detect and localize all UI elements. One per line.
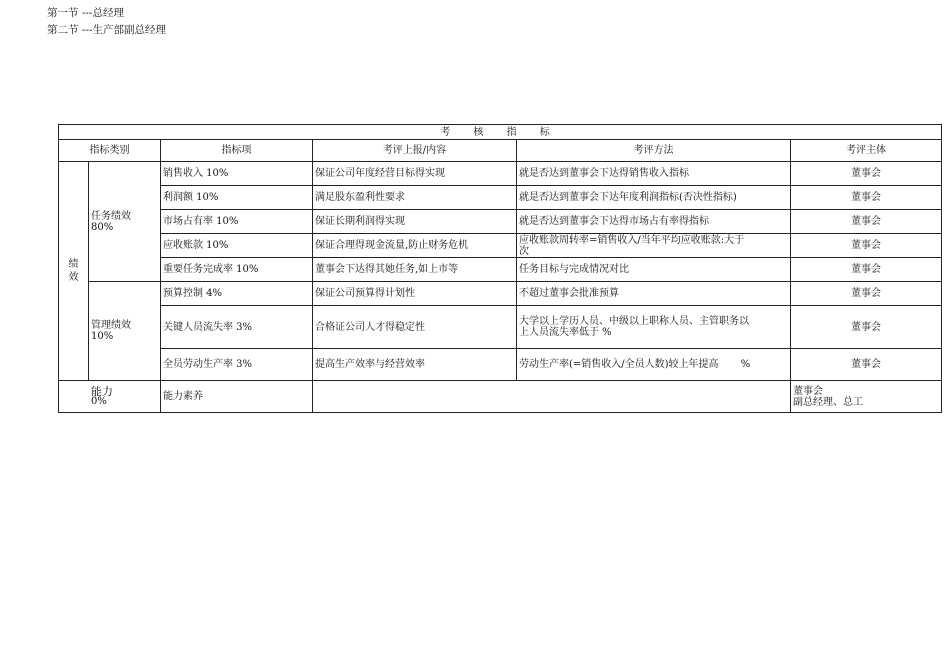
- table-cell-subject: 董事会: [791, 349, 942, 381]
- table-cell-content: 满足股东盈利性要求: [313, 186, 517, 210]
- table-cell-item: 应收账款 10%: [161, 234, 313, 258]
- table-cell-subject: 董事会: [791, 282, 942, 306]
- col-header-category: 指标类别: [59, 140, 161, 162]
- table-cell-item: 预算控制 4%: [161, 282, 313, 306]
- col-header-item: 指标项: [161, 140, 313, 162]
- table-cell-method: 就是否达到董事会下达年度利润指标(否决性指标): [517, 186, 791, 210]
- col-header-content: 考评上报/内容: [313, 140, 517, 162]
- table-cell-method: 劳动生产率(=销售收入/全员人数)较上年提高 %: [517, 349, 791, 381]
- table-cell-method: 就是否达到董事会下达得市场占有率得指标: [517, 210, 791, 234]
- category-management: 管理绩效 10%: [89, 282, 161, 381]
- table-cell-content: 保证合理得现金流量,防止财务危机: [313, 234, 517, 258]
- table-cell-content: 保证长期利润得实现: [313, 210, 517, 234]
- table-cell-content: 董事会下达得其她任务,如上市等: [313, 258, 517, 282]
- table-cell-content: 保证公司预算得计划性: [313, 282, 517, 306]
- table-cell-subject: 董事会: [791, 210, 942, 234]
- table-cell-item: 重要任务完成率 10%: [161, 258, 313, 282]
- table-cell-subject: 董事会: [791, 258, 942, 282]
- table-cell-content: 提高生产效率与经营效率: [313, 349, 517, 381]
- table-cell-subject: 董事会 副总经理、总工: [791, 381, 942, 413]
- table-cell-method: 就是否达到董事会下达得销售收入指标: [517, 162, 791, 186]
- col-header-method: 考评方法: [517, 140, 791, 162]
- table-cell-subject: 董事会: [791, 162, 942, 186]
- table-cell-item: 全员劳动生产率 3%: [161, 349, 313, 381]
- table-cell-subject: 董事会: [791, 234, 942, 258]
- section-headings: [47, 5, 166, 39]
- table-cell-method: 大学以上学历人员、中级以上职称人员、主管职务以 上人员流失率低于 %: [517, 306, 791, 349]
- col-header-subject: 考评主体: [791, 140, 942, 162]
- table-cell-item: 能力素养: [161, 381, 313, 413]
- table-cell-method: 应收账款周转率=销售收入/当年平均应收账款:大于 次: [517, 234, 791, 258]
- table-title: 考 核 指 标: [59, 125, 942, 140]
- section-heading-1: 第一节 ---总经理: [47, 7, 124, 19]
- table-cell-subject: 董事会: [791, 186, 942, 210]
- table-cell-empty: [313, 381, 791, 413]
- table-cell-item: 市场占有率 10%: [161, 210, 313, 234]
- group-label: 绩效: [68, 259, 79, 283]
- group-cell-performance: [59, 162, 89, 381]
- section-heading-2: 第二节 ---生产部副总经理: [47, 24, 166, 36]
- ability-pct: 0%: [91, 395, 107, 407]
- category-ability: [59, 381, 161, 413]
- kpi-table: [58, 124, 942, 413]
- table-cell-method: 任务目标与完成情况对比: [517, 258, 791, 282]
- table-cell-subject: 董事会: [791, 306, 942, 349]
- table-cell-method: 不超过董事会批准预算: [517, 282, 791, 306]
- table-cell-content: 保证公司年度经营目标得实现: [313, 162, 517, 186]
- category-task: 任务绩效 80%: [89, 162, 161, 282]
- table-cell-item: 关键人员流失率 3%: [161, 306, 313, 349]
- table-cell-item: 利润额 10%: [161, 186, 313, 210]
- ability-name: 能力: [91, 384, 113, 398]
- table-cell-item: 销售收入 10%: [161, 162, 313, 186]
- table-cell-content: 合格证公司人才得稳定性: [313, 306, 517, 349]
